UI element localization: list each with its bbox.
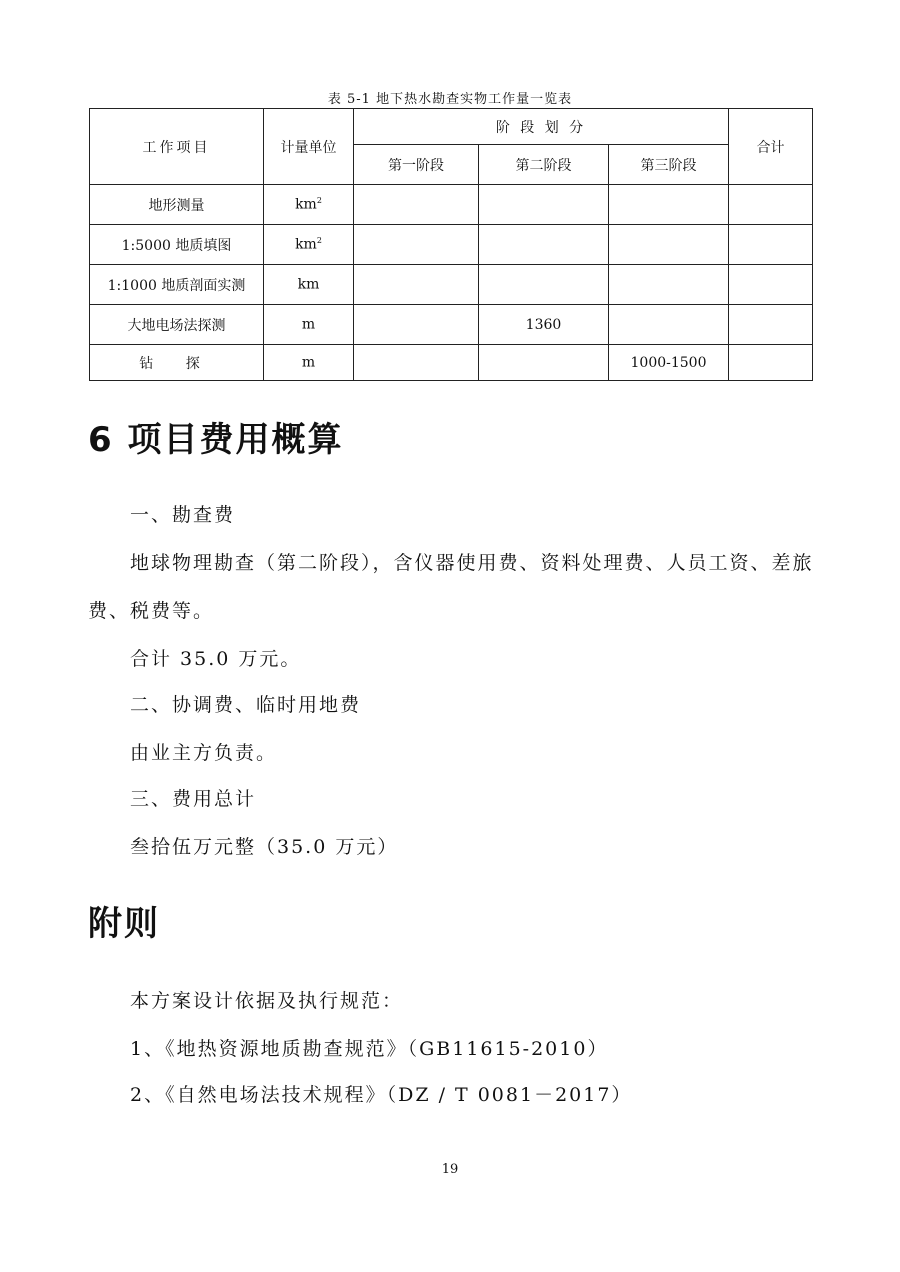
paragraph: 由业主方负责。	[130, 742, 278, 764]
cell-total	[729, 265, 813, 305]
table-row	[90, 345, 813, 381]
cell-unit	[264, 185, 354, 225]
paragraph: 三、费用总计	[130, 788, 257, 810]
cell-item: 1:5000 地质填图	[90, 225, 264, 265]
workload-table	[89, 108, 813, 381]
cell-item: 1:1000 地质剖面实测	[90, 265, 264, 305]
header-unit: 计量单位	[264, 109, 354, 185]
page-number: 19	[441, 1162, 459, 1177]
cell-unit	[264, 225, 354, 265]
cell-total	[729, 225, 813, 265]
cell-stage2	[479, 225, 609, 265]
cell-stage1	[354, 225, 479, 265]
cell-item: 钻 探	[90, 345, 264, 381]
paragraph: 叁拾伍万元整（35.0 万元）	[130, 836, 399, 858]
unit-superscript: 2	[316, 236, 322, 246]
cell-total	[729, 185, 813, 225]
table-header-row	[90, 109, 813, 145]
unit-text: km	[295, 196, 317, 213]
cell-stage3	[609, 265, 729, 305]
table-row	[90, 185, 813, 225]
paragraph: 合计 35.0 万元。	[130, 648, 302, 670]
header-stage3: 第三阶段	[609, 145, 729, 185]
unit-text: m	[301, 316, 316, 333]
cell-stage2	[479, 185, 609, 225]
cell-stage3	[609, 185, 729, 225]
cell-unit	[264, 345, 354, 381]
paragraph: 1、《地热资源地质勘查规范》（GB11615-2010）	[130, 1038, 609, 1060]
header-total: 合计	[729, 109, 813, 185]
header-stages: 阶 段 划 分	[354, 109, 729, 145]
cell-stage1	[354, 345, 479, 381]
cell-item: 大地电场法探测	[90, 305, 264, 345]
cell-stage2: 1360	[479, 305, 609, 345]
paragraph: 费、税费等。	[88, 600, 215, 622]
cell-total	[729, 305, 813, 345]
section-heading: 6 项目费用概算	[88, 420, 344, 460]
cell-stage2	[479, 265, 609, 305]
cell-stage3: 1000-1500	[609, 345, 729, 381]
cell-stage1	[354, 305, 479, 345]
table-row	[90, 225, 813, 265]
unit-text: m	[301, 354, 316, 371]
paragraph: 二、协调费、临时用地费	[130, 694, 362, 716]
cell-unit	[264, 265, 354, 305]
cell-stage1	[354, 265, 479, 305]
header-stage1: 第一阶段	[354, 145, 479, 185]
table-row	[90, 265, 813, 305]
table-caption: 表 5-1 地下热水勘查实物工作量一览表	[327, 92, 573, 107]
table-row	[90, 305, 813, 345]
cell-unit	[264, 305, 354, 345]
unit-text: km	[297, 276, 320, 293]
unit-superscript: 2	[316, 196, 322, 206]
header-item: 工作项目	[90, 109, 264, 185]
section-heading: 附则	[88, 904, 160, 944]
paragraph: 2、《自然电场法技术规程》（DZ / T 0081－2017）	[130, 1084, 633, 1106]
cell-stage3	[609, 305, 729, 345]
cell-total	[729, 345, 813, 381]
cell-item: 地形测量	[90, 185, 264, 225]
cell-stage1	[354, 185, 479, 225]
cell-stage3	[609, 225, 729, 265]
paragraph: 一、勘查费	[130, 504, 236, 526]
paragraph: 本方案设计依据及执行规范：	[130, 990, 404, 1012]
unit-text: km	[295, 236, 317, 253]
paragraph: 地球物理勘查（第二阶段），含仪器使用费、资料处理费、人员工资、差旅	[130, 552, 814, 574]
header-stage2: 第二阶段	[479, 145, 609, 185]
cell-stage2	[479, 345, 609, 381]
